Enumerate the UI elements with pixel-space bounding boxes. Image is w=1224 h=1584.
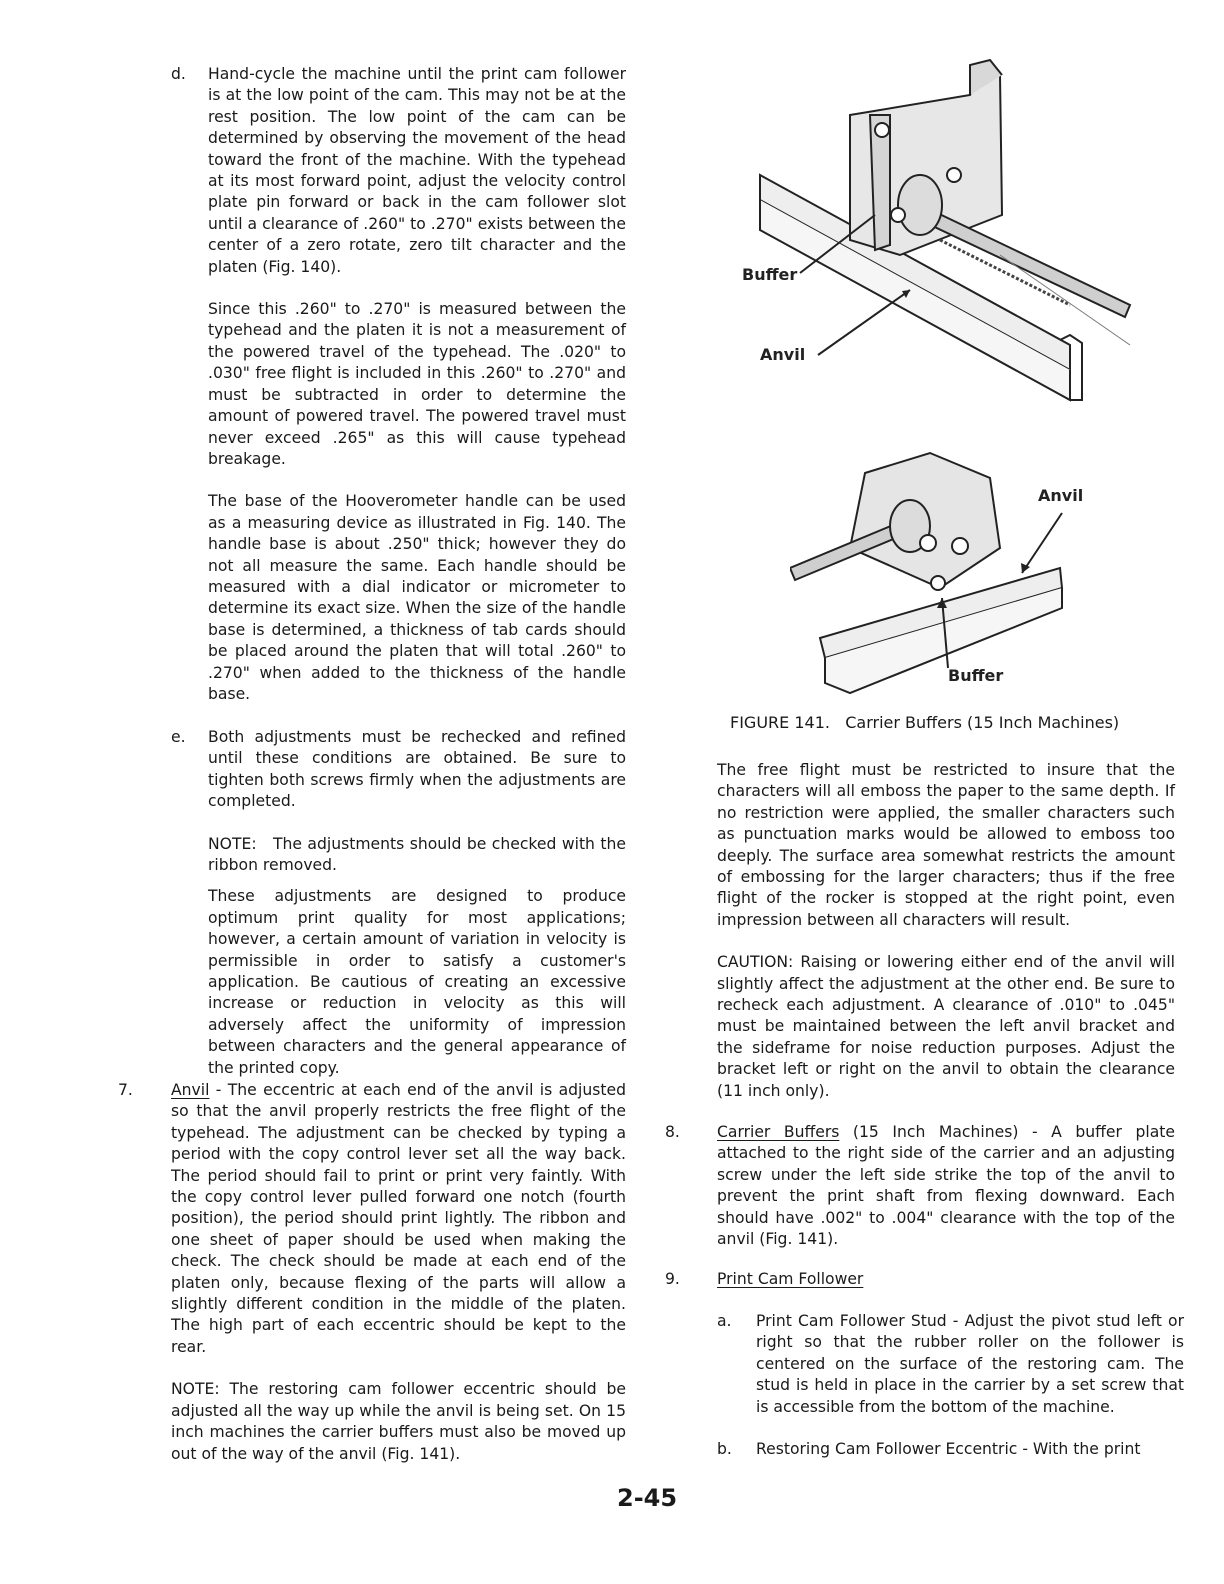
item-e-note: NOTE: The adjustments should be checked with the ribbon removed.	[208, 834, 631, 875]
item-8-text: (15 Inch Machines) - A buffer plate attached to the right side of the carrier and an adjusting screw under the left side strike the top of the anvil to prevent the print shaft from flexing downward. Each should have .002" to .004" clearance with the top of the anvil (Fig. 141).	[717, 1123, 1175, 1249]
item-7-note: NOTE: The restoring cam follower eccentric should be adjusted all the way up while the anvil is being set. On 15 inch machines the carrier buffers must also be moved up out of the way of the anvil (Fig. 141).	[171, 1380, 626, 1463]
item-e-marker: e.	[171, 728, 186, 746]
figure-bottom-buffer-label: Buffer	[948, 666, 1004, 685]
item-d-block	[208, 64, 626, 705]
item-7-title: Anvil	[171, 1081, 210, 1099]
figure-top-anvil-label: Anvil	[760, 345, 806, 364]
item-9b-marker: b.	[717, 1440, 732, 1458]
item-7-block	[171, 1080, 626, 1465]
item-e-para2: These adjustments are designed to produce optimum print quality for most applications; however, a certain amount of variation in velocity is permissible in order to satisfy a customer's application. Be cautious of creating an excessive increase or reduction in velocity as this will adversely affect the uniformity of impression between characters and the general appearance of the printed copy.	[208, 887, 626, 1077]
item-9-number: 9.	[665, 1270, 680, 1288]
item-7-number: 7.	[118, 1081, 133, 1099]
item-7-text: - The eccentric at each end of the anvil is adjusted so that the anvil properly restricts the free flight of the typehead. The adjustment can be checked by typing a period with the copy control lever set all the way back. The period should fail to print or print very faintly. With the copy control lever pulled forward one notch (fourth position), the period should print lightly. The ribbon and one sheet of paper should be used when making the check. The check should be made at each end of the platen only, because flexing of the parts will allow a slightly different condition in the middle of the platen. The high part of each eccentric should be kept to the rear.	[171, 1081, 626, 1356]
item-8-title: Carrier Buffers	[717, 1123, 840, 1141]
item-9b-block	[756, 1439, 1184, 1460]
item-9b-text: Restoring Cam Follower Eccentric - With the print	[756, 1440, 1141, 1458]
page-number: 2-45	[617, 1484, 678, 1512]
item-d-marker: d.	[171, 65, 186, 83]
item-d-para3: The base of the Hooverometer handle can be used as a measuring device as illustrated in Fig. 140. The handle base is about .250" thick; however they do not all measure the same. Each handle should be measured with a dial indicator or micrometer to determine its exact size. When the size of the handle base is determined, a thickness of tab cards should be placed around the platen that will total .260" to .270" when added to the thickness of the handle base.	[208, 492, 626, 703]
item-d-text: Hand-cycle the machine until the print cam follower is at the low point of the cam. This may not be at the rest position. The low point of the cam can be determined by observing the movement of the head toward the front of the machine. With the typehead at its most forward point, adjust the velocity control plate pin forward or back in the cam follower slot until a clearance of .260" to .270" exists between the center of a zero rotate, zero tilt character and the platen (Fig. 140).	[208, 65, 626, 276]
item-9a-text: Print Cam Follower Stud - Adjust the pivot stud left or right so that the rubber roller on the follower is centered on the surface of the restoring cam. The stud is held in place in the carrier by a set screw that is accessible from the bottom of the machine.	[756, 1312, 1184, 1416]
figure-caption: FIGURE 141. Carrier Buffers (15 Inch Machines)	[730, 713, 1120, 732]
right-column-block	[717, 760, 1175, 1102]
item-9a-marker: a.	[717, 1312, 732, 1330]
caution-paragraph: CAUTION: Raising or lowering either end of the anvil will slightly affect the adjustment at the other end. Be sure to recheck each adjustment. A clearance of .010" to .045" must be maintained between the left anvil bracket and the sideframe for noise reduction purposes. Adjust the bracket left or right on the anvil to obtain the clearance (11 inch only).	[717, 953, 1175, 1100]
item-9-title: Print Cam Follower	[717, 1270, 864, 1288]
free-flight-paragraph: The free flight must be restricted to insure that the characters will all emboss the paper to the same depth. If no restriction were applied, the smaller characters such as punctuation marks would be allowed to emboss too deeply. The surface area somewhat restricts the amount of embossing for the larger characters; thus if the free flight of the rocker is stopped at the right point, even impression between all characters will result.	[717, 761, 1175, 929]
item-8-number: 8.	[665, 1123, 680, 1141]
item-9a-block	[756, 1311, 1184, 1418]
item-8-block	[717, 1122, 1175, 1250]
figure-top-buffer-label: Buffer	[742, 265, 798, 284]
item-e-block	[208, 727, 631, 1079]
item-e-text: Both adjustments must be rechecked and refined until these conditions are obtained. Be sure to tighten both screws firmly when the adjustments are completed.	[208, 728, 626, 811]
item-d-para2: Since this .260" to .270" is measured between the typehead and the platen it is not a measurement of the powered travel of the typehead. The .020" to .030" free flight is included in this .260" to .270" and must be subtracted in order to determine the amount of powered travel. The powered travel must never exceed .265" as this will cause typehead breakage.	[208, 300, 626, 468]
figure-bottom-anvil-label: Anvil	[1038, 486, 1084, 505]
